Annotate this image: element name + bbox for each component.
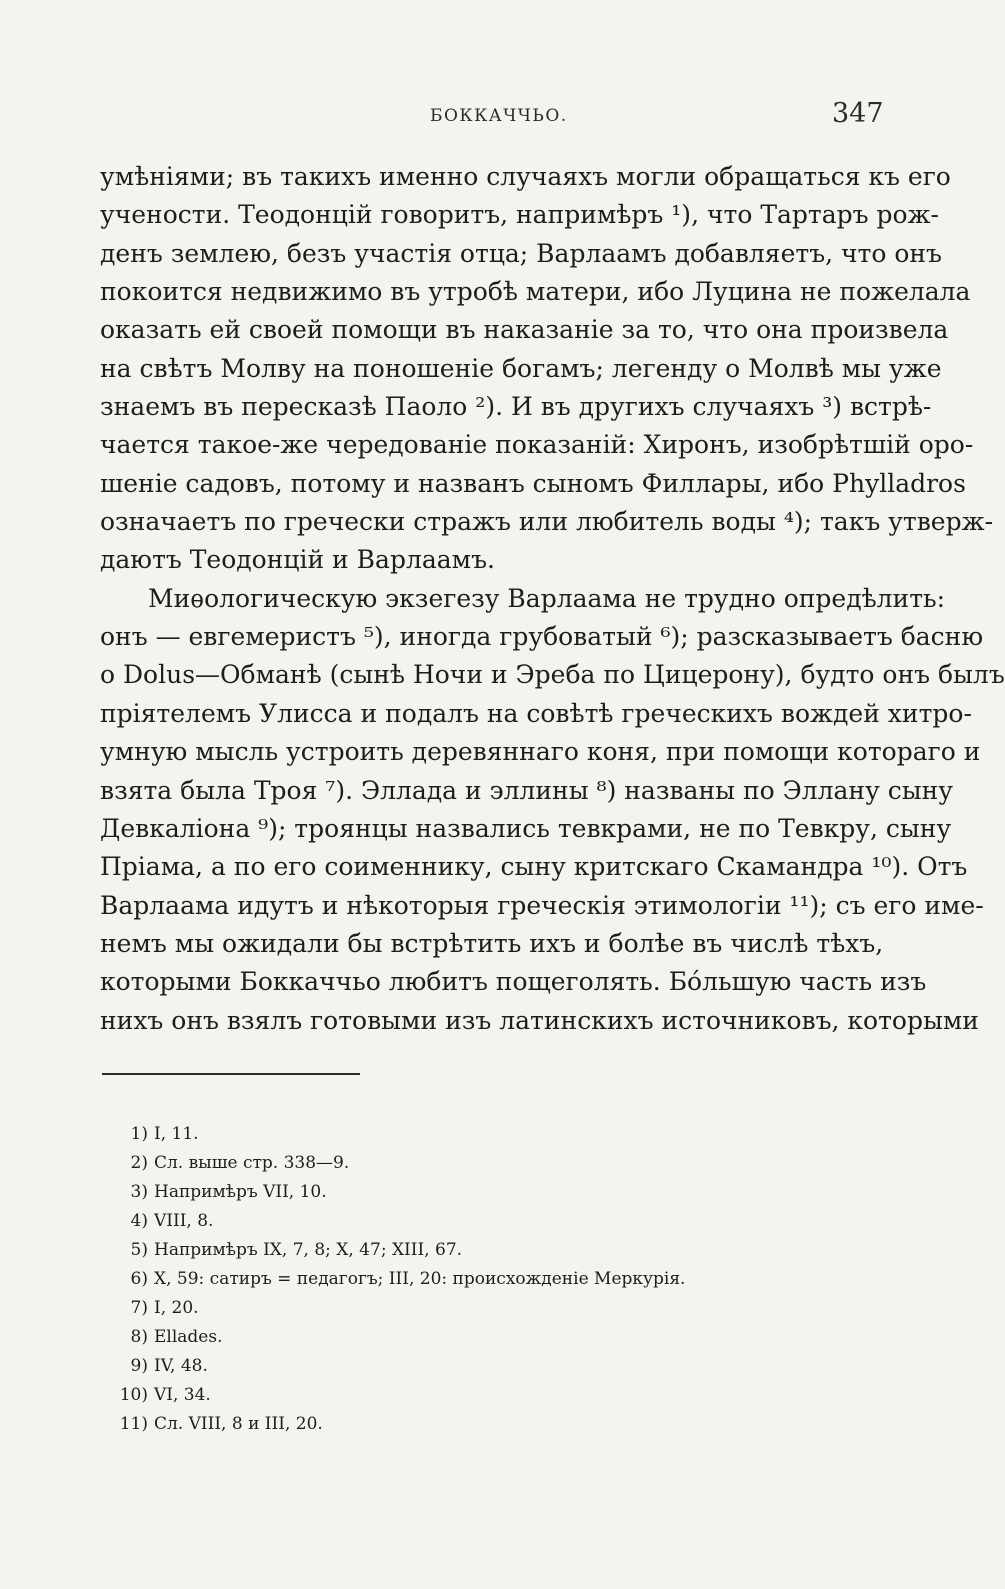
text-line: шеніе садовъ, потому и названъ сыномъ Филлары, ибо Phylladros <box>100 468 966 498</box>
text-line: чается такое-же чередованіе показаній: Хиронъ, изобрѣтшій оро- <box>100 430 974 460</box>
footnote-number: 3) <box>130 1182 148 1202</box>
text-line: немъ мы ожидали бы встрѣтить ихъ и болѣе въ числѣ тѣхъ, <box>100 928 884 958</box>
text-line: денъ землею, безъ участія отца; Варлаамъ добавляетъ, что онъ <box>100 238 942 268</box>
footnote-text: Напримѣръ IX, 7, 8; X, 47; XIII, 67. <box>154 1240 463 1260</box>
footnote <box>108 1352 888 1381</box>
text-line: нихъ онъ взялъ готовыми изъ латинскихъ источниковъ, которыми <box>100 1005 979 1035</box>
text-line: Девкаліона ⁹); троянцы назвались тевкрами, не по Тевкру, сыну <box>100 813 952 843</box>
running-title: БОККАЧЧЬО. <box>430 106 568 126</box>
body-text <box>100 158 1005 1040</box>
footnote <box>108 1178 888 1207</box>
footnote <box>108 1381 888 1410</box>
footnote <box>108 1120 888 1149</box>
footnote-text: Ellades. <box>154 1327 223 1347</box>
footnote-number: 11) <box>119 1414 148 1434</box>
footnote-number: 8) <box>130 1327 148 1347</box>
text-line: на свѣтъ Молву на поношеніе богамъ; легенду о Молвѣ мы уже <box>100 353 942 383</box>
text-line: Миѳологическую экзегезу Варлаама не трудно опредѣлить: <box>148 583 946 613</box>
footnote-number: 4) <box>130 1211 148 1231</box>
footnote-separator <box>102 1073 360 1075</box>
text-line: взята была Троя ⁷). Эллада и эллины ⁸) названы по Эллану сыну <box>100 775 954 805</box>
footnote-text: Сл. VIII, 8 и III, 20. <box>154 1414 323 1434</box>
footnote-number: 6) <box>130 1269 148 1289</box>
footnote-number: 7) <box>130 1298 148 1318</box>
text-line: Варлаама идутъ и нѣкоторыя греческія этимологіи ¹¹); съ его име- <box>100 890 984 920</box>
footnote <box>108 1410 888 1439</box>
text-line: умную мысль устроить деревяннаго коня, при помощи котораго и <box>100 737 981 767</box>
footnote-text: I, 11. <box>154 1124 199 1144</box>
footnote <box>108 1149 888 1178</box>
footnote-text: Напримѣръ VII, 10. <box>154 1182 327 1202</box>
footnote-number: 9) <box>130 1356 148 1376</box>
text-line: знаемъ въ пересказѣ Паоло ²). И въ другихъ случаяхъ ³) встрѣ- <box>100 392 932 422</box>
footnote <box>108 1207 888 1236</box>
text-line: даютъ Теодонцій и Варлаамъ. <box>100 545 495 575</box>
footnote-text: X, 59: сатиръ = педагогъ; III, 20: происхожденіе Меркурія. <box>154 1269 686 1289</box>
footnote <box>108 1323 888 1352</box>
text-line: Пріама, а по его соименнику, сыну критскаго Скамандра ¹⁰). Отъ <box>100 852 968 882</box>
text-line: оказать ей своей помощи въ наказаніе за то, что она произвела <box>100 315 949 345</box>
footnote-text: VI, 34. <box>154 1385 211 1405</box>
footnotes <box>108 1120 888 1439</box>
text-line: которыми Боккаччьо любитъ пощеголять. Бо́льшую часть изъ <box>100 967 927 997</box>
footnote-text: IV, 48. <box>154 1356 208 1376</box>
text-line: онъ — евгемеристъ ⁵), иногда грубоватый ⁶); разсказываетъ басню <box>100 622 984 652</box>
text-line: пріятелемъ Улисса и подалъ на совѣтѣ греческихъ вождей хитро- <box>100 698 972 728</box>
text-line: о Dolus—Обманѣ (сынѣ Ночи и Эреба по Цицерону), будто онъ былъ <box>100 660 1005 690</box>
footnote <box>108 1236 888 1265</box>
footnote-number: 2) <box>130 1153 148 1173</box>
text-line: покоится недвижимо въ утробѣ матери, ибо Луцина не пожелала <box>100 277 971 307</box>
footnote-number: 1) <box>130 1124 148 1144</box>
footnote-number: 10) <box>119 1385 148 1405</box>
footnote-text: I, 20. <box>154 1298 199 1318</box>
footnote-text: Сл. выше стр. 338—9. <box>154 1153 350 1173</box>
footnote-number: 5) <box>130 1240 148 1260</box>
footnote <box>108 1294 888 1323</box>
text-line: учености. Теодонцій говоритъ, напримѣръ ¹), что Тартаръ рож- <box>100 200 939 230</box>
text-line: означаетъ по гречески стражъ или любитель воды ⁴); такъ утверж- <box>100 507 994 537</box>
footnote <box>108 1265 888 1294</box>
footnote-text: VIII, 8. <box>154 1211 214 1231</box>
page-number: 347 <box>832 98 884 129</box>
text-line: умѣніями; въ такихъ именно случаяхъ могли обращаться къ его <box>100 162 951 191</box>
